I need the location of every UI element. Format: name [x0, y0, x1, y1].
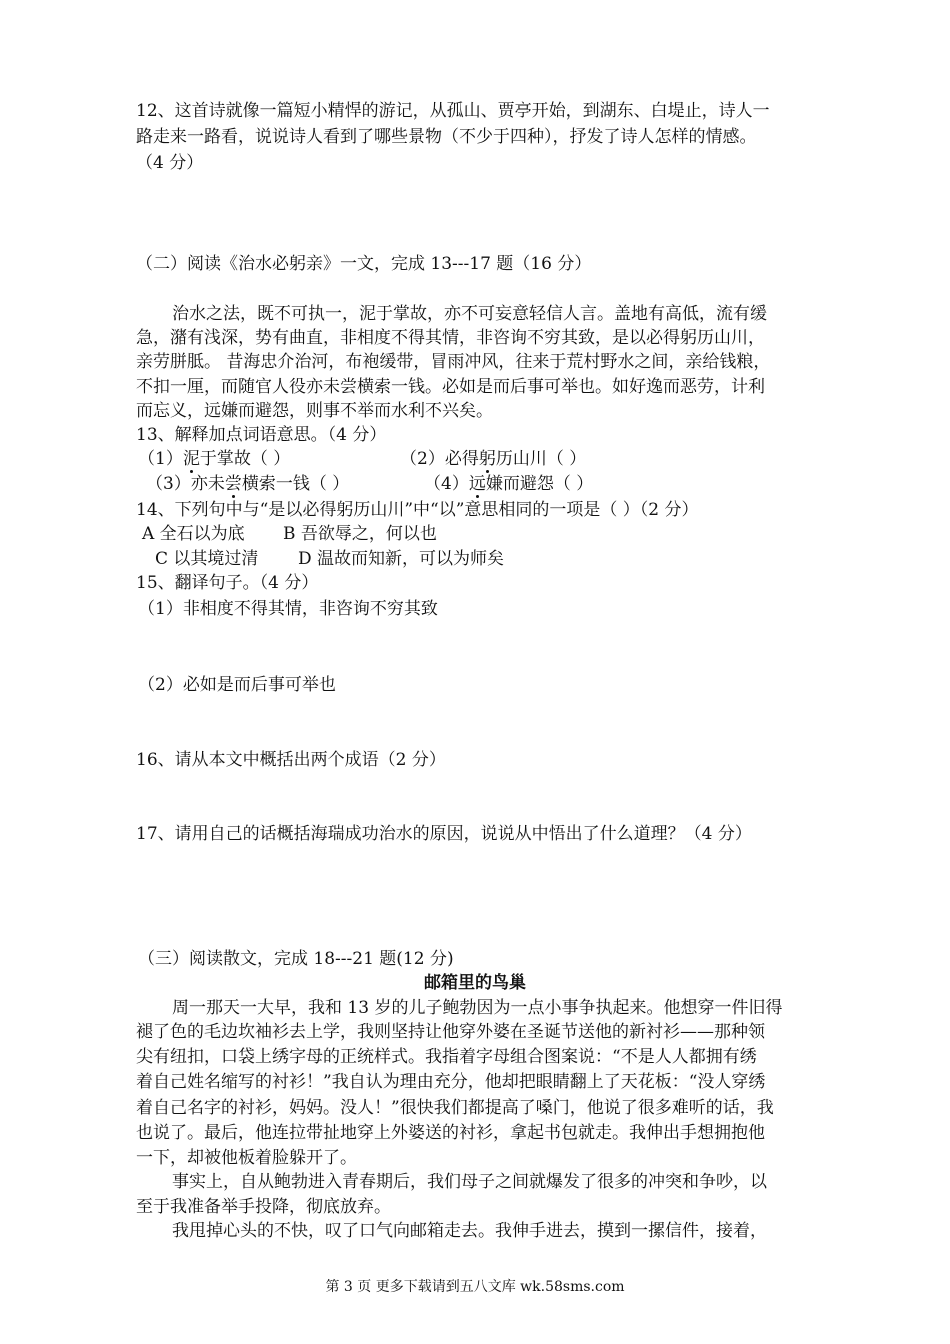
q14-option-a: A 全石以为底: [142, 524, 245, 544]
q13-item-2-pre: （2）必得: [400, 449, 479, 469]
q14-stem: 14、下列句中与“是以必得躬历山川”中“以”意思相同的一项是（ ）（2 分）: [136, 500, 699, 520]
q15-item-2: （2）必如是而后事可举也: [138, 675, 336, 695]
q15-stem: 15、翻译句子。（4 分）: [136, 573, 319, 593]
essay-para-line: 事实上，自从鲍勃进入青春期后，我们母子之间就爆发了很多的冲突和争吵，以: [172, 1172, 767, 1192]
q14-option-b: B 吾欲辱之，何以也: [283, 524, 437, 544]
q13-item-3-pre: （3）亦未: [146, 474, 225, 494]
section2-para-line: 急，潴有浅深，势有曲直，非相度不得其情，非咨询不穷其致，是以必得躬历山川，: [136, 328, 765, 348]
q13-item-3: [146, 472, 349, 496]
essay-para-line: 褪了色的毛边坎袖衫去上学，我则坚持让他穿外婆在圣诞节送他的新衬衫——那种领: [136, 1022, 765, 1042]
page-footer: 第 3 页 更多下载请到五八文库 wk.58sms.com: [325, 1279, 625, 1295]
q13-item-2: [400, 447, 586, 471]
essay-title: 邮箱里的鸟巢: [424, 973, 526, 993]
q14-option-d: D 温故而知新，可以为师矣: [298, 549, 505, 569]
essay-para-line: 也说了。最后，他连拉带扯地穿上外婆送的衬衫，拿起书包就走。我伸出手想拥抱他: [136, 1123, 765, 1143]
q13-item-4-post: 嫌而避怨（ ）: [485, 474, 594, 494]
q13-item-1: [138, 447, 290, 471]
q13-item-4-pre: （4）: [424, 474, 469, 494]
essay-para-line: 一下，却被他板着脸躲开了。: [136, 1148, 357, 1168]
section2-para-line: 而忘义，远嫌而避怨，则事不举而水利不兴矣。: [136, 401, 493, 421]
section3-heading: （三）阅读散文，完成 18---21 题(12 分): [138, 949, 454, 969]
section2-para-line: 不扣一厘，而随官人役亦未尝横索一钱。必如是而后事可举也。如好逸而恶劳，计利: [136, 377, 765, 397]
q16: 16、请从本文中概括出两个成语（2 分）: [136, 750, 446, 770]
q14-option-c: C 以其境过清: [155, 549, 259, 569]
q13-item-1-dotted-word: 泥: [182, 449, 200, 469]
q12-line-3: （4 分）: [136, 153, 204, 173]
q13-item-1-pre: （1）: [138, 449, 183, 469]
q13-item-3-post: 横索一钱（ ）: [241, 474, 350, 494]
q13-stem: 13、解释加点词语意思。（4 分）: [136, 425, 387, 445]
essay-para-line: 周一那天一大早，我和 13 岁的儿子鲍勃因为一点小事争执起来。他想穿一件旧得: [172, 998, 783, 1018]
section2-para-line: 亲劳胼胝。 昔海忠介治河，布袍缓带，冒雨冲风，往来于荒村野水之间，亲给钱粮，: [136, 352, 771, 372]
q13-item-3-dotted-word: 尝: [224, 474, 242, 494]
q12-line-2: 路走来一路看，说说诗人看到了哪些景物（不少于四种），抒发了诗人怎样的情感。: [136, 127, 757, 147]
q13-item-4: [424, 472, 593, 496]
q13-item-2-dotted-word: 躬: [478, 449, 496, 469]
section2-heading: （二）阅读《治水必躬亲》一文，完成 13---17 题（16 分）: [136, 254, 592, 274]
essay-para-line: 着自己名字的衬衫，妈妈。没人！”很快我们都提高了嗓门，他说了很多难听的话，我: [136, 1098, 774, 1118]
essay-para-line: 尖有纽扣，口袋上绣字母的正统样式。我指着字母组合图案说：“不是人人都拥有绣: [136, 1047, 757, 1067]
q17: 17、请用自己的话概括海瑞成功治水的原因，说说从中悟出了什么道理？（4 分）: [136, 824, 752, 844]
q13-item-2-post: 历山川（ ）: [495, 449, 587, 469]
q13-item-1-post: 于掌故（ ）: [199, 449, 291, 469]
essay-para-line: 着自己姓名缩写的衬衫！”我自认为理由充分，他却把眼睛翻上了天花板：“没人穿绣: [136, 1072, 766, 1092]
essay-para-line: 我甩掉心头的不快，叹了口气向邮箱走去。我伸手进去，摸到一摞信件，接着，: [172, 1221, 767, 1241]
essay-para-line: 至于我准备举手投降，彻底放弃。: [136, 1197, 391, 1217]
q12-line-1: 12、这首诗就像一篇短小精悍的游记，从孤山、贾亭开始，到湖东、白堤止，诗人一: [136, 101, 770, 121]
section2-para-line: 治水之法，既不可执一，泥于掌故，亦不可妄意轻信人言。盖地有高低，流有缓: [172, 304, 767, 324]
q15-item-1: （1）非相度不得其情，非咨询不穷其致: [138, 599, 438, 619]
q13-item-4-dotted-word: 远: [468, 474, 486, 494]
